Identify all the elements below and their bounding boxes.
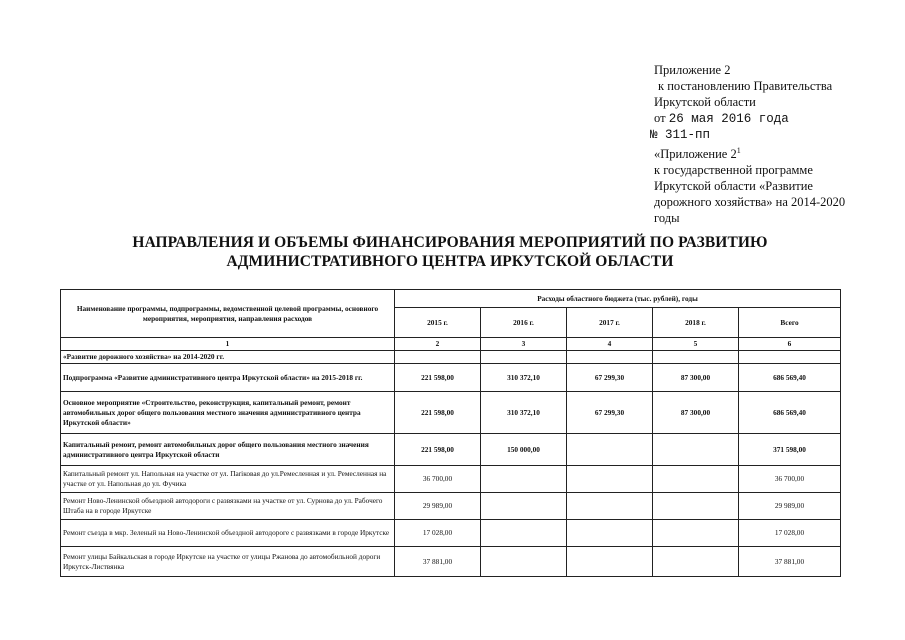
row-name: Ремонт улицы Байкальская в городе Иркутске на участке от улицы Ржанова до автомобильной дороги Иркутск-Листвянка	[61, 547, 395, 577]
cell-2018	[653, 547, 739, 577]
appendix-line: годы	[654, 211, 680, 226]
cell-total: 17 028,00	[739, 520, 841, 547]
decree-number: № 311-пп	[650, 128, 711, 142]
table-row	[61, 364, 841, 392]
cell-total: 37 881,00	[739, 547, 841, 577]
cell-2015: 221 598,00	[395, 364, 481, 392]
cell-2015: 17 028,00	[395, 520, 481, 547]
table-row	[61, 434, 841, 466]
appendix-line: Приложение 2	[654, 63, 731, 77]
table-row	[61, 493, 841, 520]
date-value: 26 мая 2016 года	[668, 112, 789, 126]
column-number-row	[61, 338, 841, 351]
header-name-cell: Наименование программы, подпрограммы, ведомственной целевой программы, основного мероприятия, мероприятия, направления расходов	[61, 290, 395, 338]
cell-2018	[653, 434, 739, 466]
cell-2018	[653, 493, 739, 520]
table-row	[61, 520, 841, 547]
appendix-line: Иркутской области «Развитие	[654, 179, 813, 194]
appendix-line: Иркутской области	[654, 95, 756, 109]
cell-2015: 36 700,00	[395, 466, 481, 493]
cell-total	[739, 351, 841, 364]
column-number: 1	[61, 338, 395, 351]
header-year: 2018 г.	[653, 308, 739, 338]
cell-2016	[481, 351, 567, 364]
cell-2017: 67 299,30	[567, 364, 653, 392]
cell-2017	[567, 493, 653, 520]
title-line: НАПРАВЛЕНИЯ И ОБЪЕМЫ ФИНАНСИРОВАНИЯ МЕРОПРИЯТИЙ ПО РАЗВИТИЮ	[132, 234, 768, 251]
row-name: «Развитие дорожного хозяйства» на 2014-2020 гг.	[61, 351, 395, 364]
appendix-line: к государственной программе	[654, 163, 813, 178]
row-name: Ремонт съезда в мкр. Зеленый на Ново-Ленинской объездной автодороге с развязками в городе Иркутске	[61, 520, 395, 547]
cell-total: 36 700,00	[739, 466, 841, 493]
appendix-date	[654, 110, 884, 127]
header-budget-cell: Расходы областного бюджета (тыс. рублей), годы	[395, 290, 841, 308]
appendix-line: к постановлению Правительства	[658, 79, 833, 93]
cell-2015: 29 989,00	[395, 493, 481, 520]
cell-2016: 150 000,00	[481, 434, 567, 466]
title-line: АДМИНИСТРАТИВНОГО ЦЕНТРА ИРКУТСКОЙ ОБЛАСТИ	[226, 253, 674, 270]
cell-2017	[567, 520, 653, 547]
cell-2015	[395, 351, 481, 364]
header-year: 2016 г.	[481, 308, 567, 338]
cell-total: 371 598,00	[739, 434, 841, 466]
cell-2017	[567, 351, 653, 364]
page-title	[90, 233, 810, 271]
cell-2015: 37 881,00	[395, 547, 481, 577]
column-number: 4	[567, 338, 653, 351]
column-number: 5	[653, 338, 739, 351]
row-name: Основное мероприятие «Строительство, реконструкция, капитальный ремонт, ремонт автомобильных дорог общего пользования местного значения административного центра Иркутской области»	[61, 392, 395, 434]
column-number: 2	[395, 338, 481, 351]
table-row	[61, 547, 841, 577]
row-name: Ремонт Ново-Ленинской объездной автодороги с развязками на участке от ул. Сурнова до ул. Рабочего Штаба на в городе Иркутске	[61, 493, 395, 520]
row-name: Капитальный ремонт, ремонт автомобильных дорог общего пользования местного значения административного центра Иркутской области	[61, 434, 395, 466]
table-row	[61, 351, 841, 364]
cell-2016	[481, 466, 567, 493]
cell-2017	[567, 466, 653, 493]
table-row	[61, 466, 841, 493]
cell-2016	[481, 547, 567, 577]
appendix-line: дорожного хозяйства» на 2014-2020	[654, 195, 846, 210]
financing-table	[60, 289, 841, 577]
cell-2017	[567, 547, 653, 577]
cell-2016: 310 372,10	[481, 364, 567, 392]
column-number: 3	[481, 338, 567, 351]
appendix-block	[650, 62, 884, 226]
date-prefix: от	[654, 111, 666, 125]
column-number: 6	[739, 338, 841, 351]
app2-prefix: «Приложение 2	[654, 147, 737, 162]
cell-2018	[653, 466, 739, 493]
header-year: 2017 г.	[567, 308, 653, 338]
cell-total: 686 569,40	[739, 364, 841, 392]
cell-2018	[653, 520, 739, 547]
appendix-line	[654, 143, 884, 162]
cell-total: 686 569,40	[739, 392, 841, 434]
cell-2015: 221 598,00	[395, 434, 481, 466]
row-name: Подпрограмма «Развитие административного центра Иркутской области» на 2015-2018 гг.	[61, 364, 395, 392]
cell-2018	[653, 351, 739, 364]
app2-superscript: 1	[736, 146, 741, 155]
cell-2016	[481, 520, 567, 547]
header-total: Всего	[739, 308, 841, 338]
cell-total: 29 989,00	[739, 493, 841, 520]
cell-2017	[567, 434, 653, 466]
table-row	[61, 392, 841, 434]
row-name: Капитальный ремонт ул. Напольная на участке от ул. Пariковая до ул.Ремесленная и ул. Ремесленная на участке от ул. Напольная до ул. Фучика	[61, 466, 395, 493]
cell-2017: 67 299,30	[567, 392, 653, 434]
cell-2015: 221 598,00	[395, 392, 481, 434]
header-year: 2015 г.	[395, 308, 481, 338]
cell-2018: 87 300,00	[653, 392, 739, 434]
cell-2018: 87 300,00	[653, 364, 739, 392]
cell-2016: 310 372,10	[481, 392, 567, 434]
cell-2016	[481, 493, 567, 520]
